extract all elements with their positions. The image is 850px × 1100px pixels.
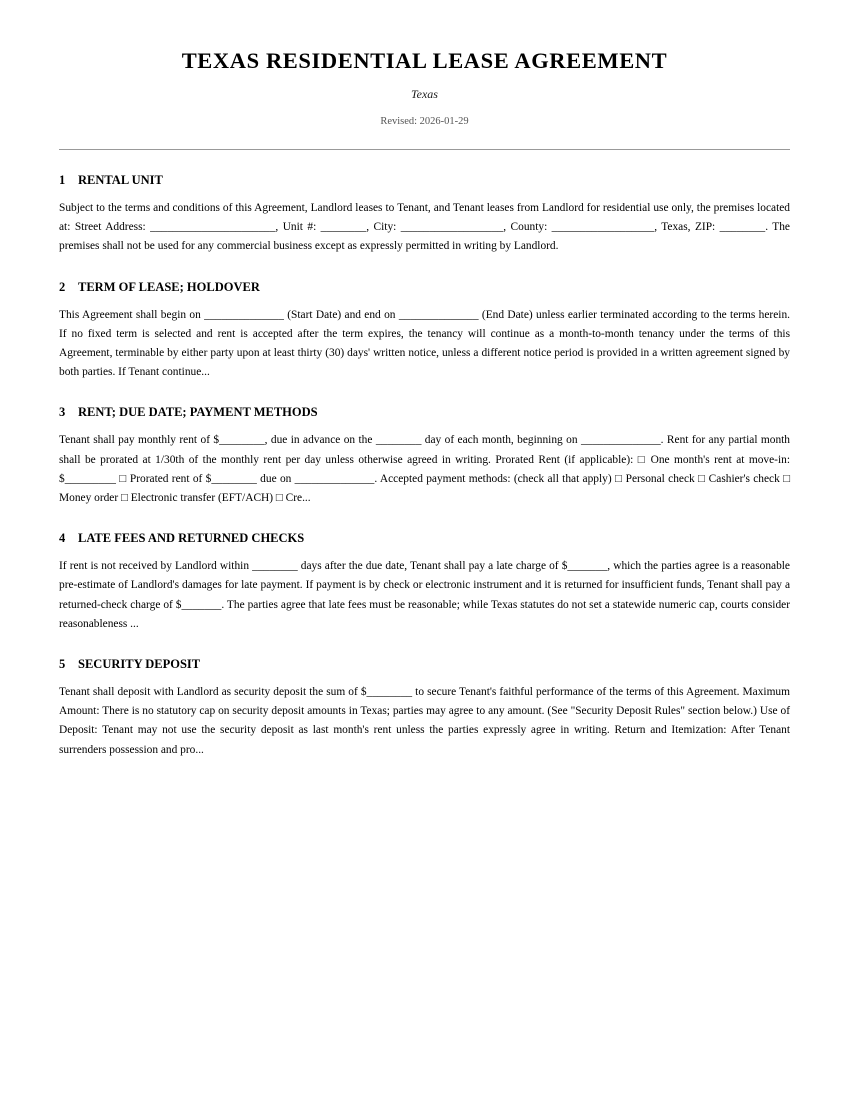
section-number: 4 (59, 531, 66, 546)
section-heading (59, 172, 790, 188)
section-title: SECURITY DEPOSIT (78, 657, 201, 672)
header-divider (59, 149, 790, 150)
section-late-fees-and-returned-checks (59, 530, 790, 634)
section-number: 2 (59, 279, 66, 294)
section-title: LATE FEES AND RETURNED CHECKS (78, 531, 305, 546)
section-security-deposit (59, 656, 790, 760)
document-content (59, 0, 790, 760)
section-paragraph: Tenant shall deposit with Landlord as security deposit the sum of $________ to secure Tenant's faithful performance of the terms of this Agreement. Maximum Amount: There is no statutory cap on security deposit amounts in Texas; parties may agree to any amount. (See "Security Deposit Rules" section below.) Use of Deposit: Tenant may not use the security deposit as last month's rent unless the parties expressly agree in writing. Return and Itemization: After Tenant surrenders possession and pro... (59, 686, 790, 756)
section-rental-unit (59, 172, 790, 257)
section-title: RENT; DUE DATE; PAYMENT METHODS (78, 405, 318, 420)
page-title: TEXAS RESIDENTIAL LEASE AGREEMENT (181, 48, 668, 73)
document-subtitle-state: Texas (411, 87, 438, 101)
section-title: RENTAL UNIT (78, 173, 163, 187)
section-number: 1 (59, 173, 66, 187)
section-paragraph: Tenant shall pay monthly rent of $________, due in advance on the ________ day of each month, beginning on ______________. Rent for any partial month shall be prorated at 1/30th of the monthly rent per day unless otherwise agreed in writing. Prorated Rent (if applicable): □ One month's rent at move-in: $_________ □ Prorated rent of $________ due on ______________. Accepted payment methods: (check all that apply) □ Personal check □ Cashier's check □ Money order □ Electronic transfer (EFT/ACH) □ Cre... (59, 434, 790, 505)
section-heading (59, 530, 790, 546)
section-heading (59, 656, 790, 672)
section-paragraph: If rent is not received by Landlord within ________ days after the due date, Tenant shall pay a late charge of $_______, which the parties agree is a reasonable pre-estimate of Landlord's damages for late payment. If payment is by check or electronic instrument and it is returned for insufficient funds, Tenant shall pay a returned-check charge of $_______. The parties agree that late fees must be reasonable; while Texas statutes do not set a statewide numeric cap, courts consider reasonableness ... (59, 560, 790, 630)
section-heading (59, 279, 790, 295)
section-number: 5 (59, 657, 66, 672)
section-number: 3 (59, 405, 66, 420)
section-paragraph: Subject to the terms and conditions of this Agreement, Landlord leases to Tenant, and Tenant leases from Landlord for residential use only, the premises located at: Street Address: ______________________, Unit #: ________, City: __________________, County: __________________, Texas, ZIP: ________. The premises shall not be used for any commercial business except as expressly permitted in writing by Landlord. (59, 202, 790, 253)
section-title: TERM OF LEASE; HOLDOVER (78, 279, 260, 294)
section-rent-due-date-payment-methods (59, 404, 790, 508)
section-paragraph: This Agreement shall begin on ______________ (Start Date) and end on ______________ (End Date) unless earlier terminated according to the terms herein. If no fixed term is selected and rent is accepted after the term expires, the tenancy will continue as a month-to-month tenancy under the terms of this Agreement, terminable by either party upon at least thirty (30) days' written notice, unless a different notice period is provided in a written agreement signed by both parties. If Tenant continue... (59, 308, 790, 379)
document-revised-date: Revised: 2026-01-29 (380, 116, 469, 127)
section-heading (59, 404, 790, 420)
section-term-of-lease-holdover (59, 279, 790, 383)
